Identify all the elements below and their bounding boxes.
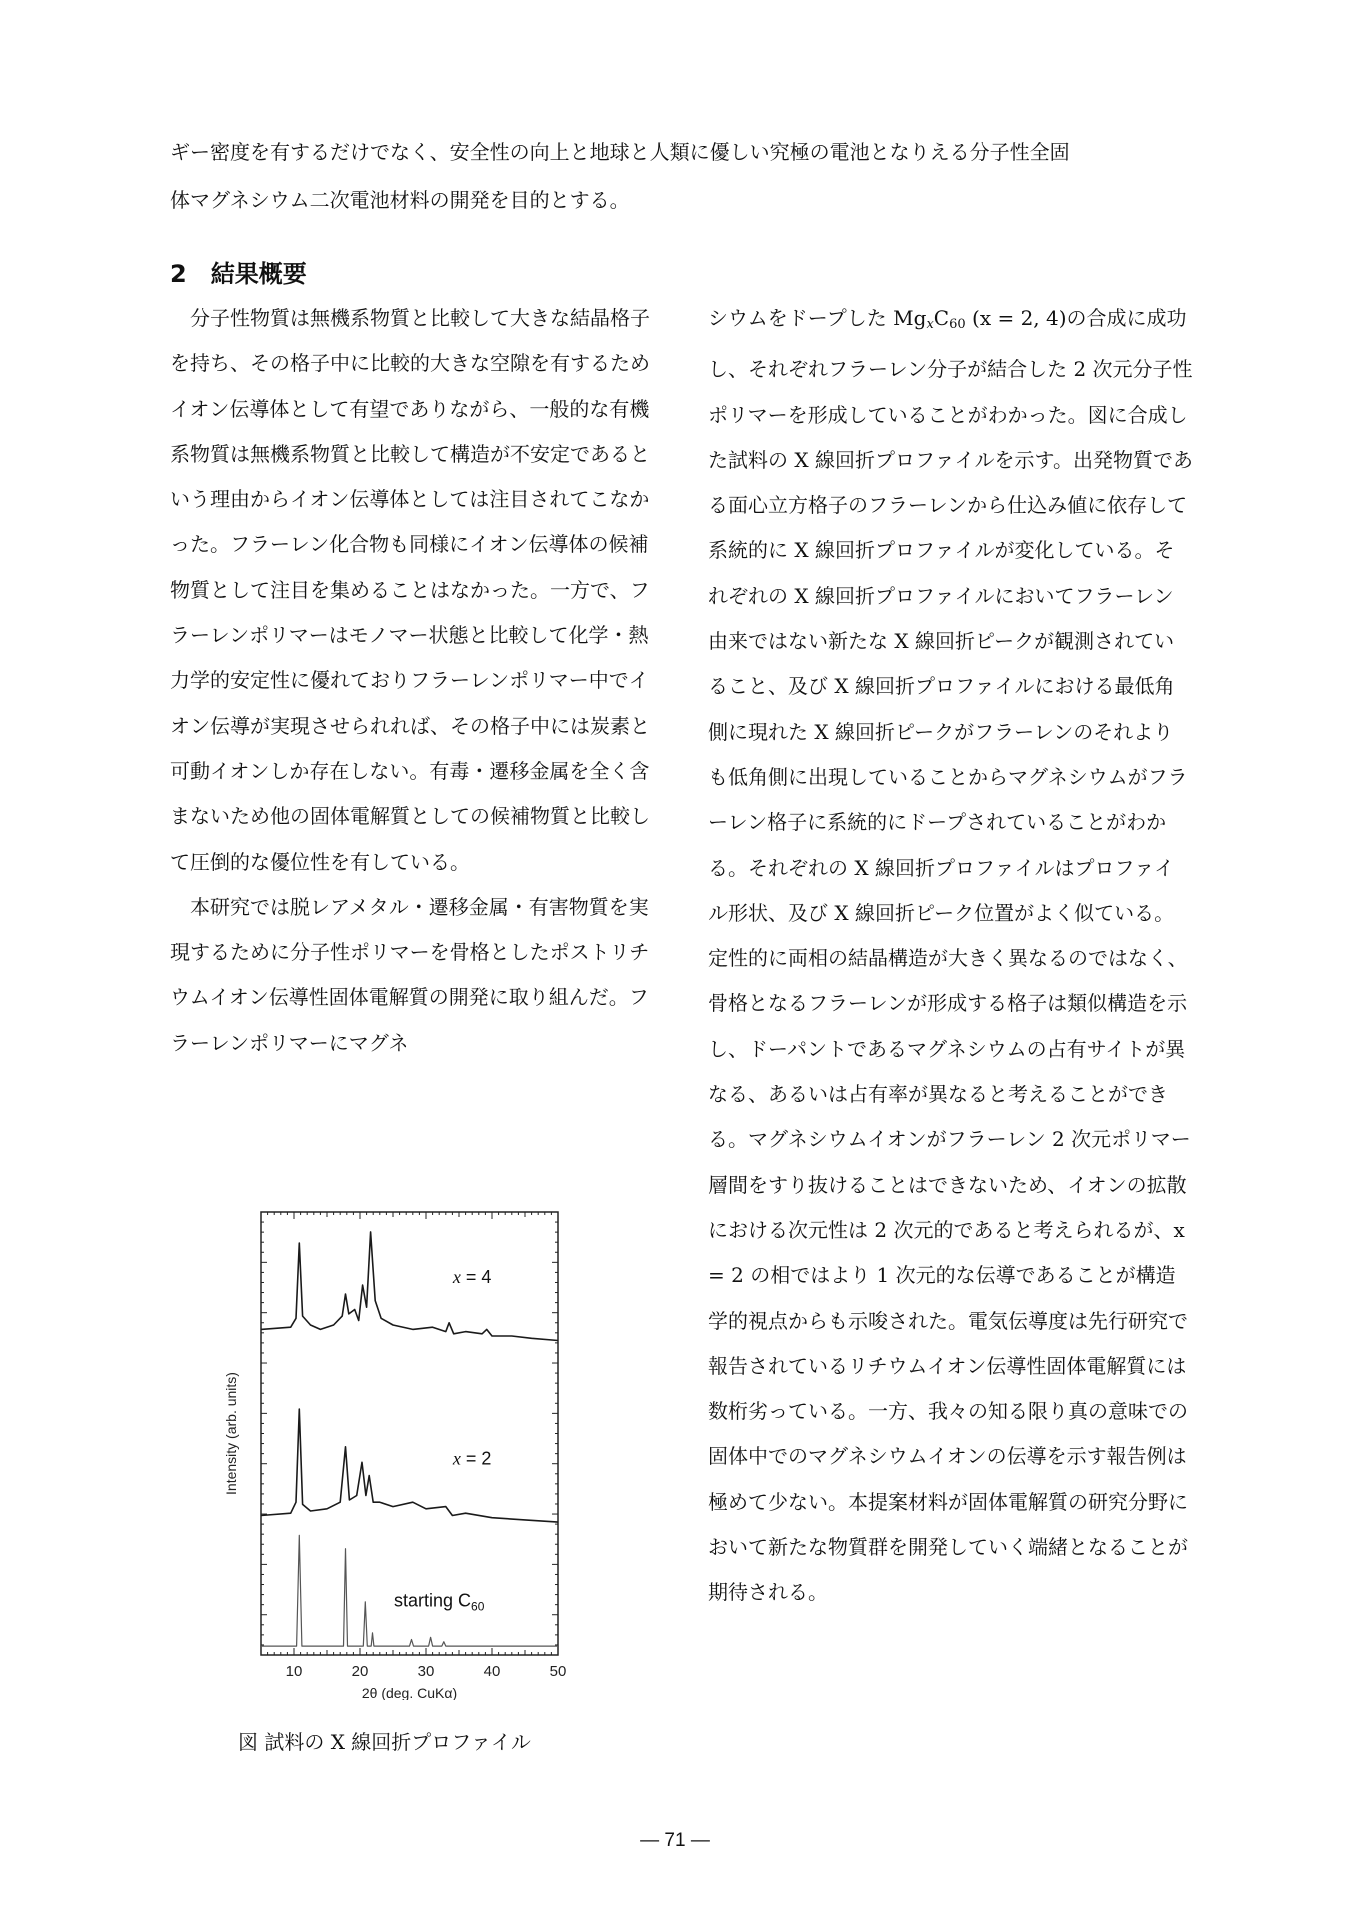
x-tick-label: 30 (417, 1663, 435, 1680)
right-column (708, 296, 1193, 1616)
text-after-formula: の合成に成功し、それぞれフラーレン分子が結合した 2 次元分子性ポリマーを形成していることがわかった。図に合成した試料の X 線回折プロファイルを示す。出発物質である面心立方格子のフラーレンから仕込み値に依存して系統的に X 線回折プロファイルが変化している。それぞれの X 線回折プロファイルにおいてフラーレン由来ではない新たな X 線回折ピークが観測されていること、及び X 線回折プロファイルにおける最低角側に現れた X 線回折ピークがフラーレンのそれよりも低角側に出現していることからマグネシウムがフラーレン格子に系統的にドープされていることがわかる。それぞれの X 線回折プロファイルはプロファイル形状、及び X 線回折ピーク位置がよく似ている。定性的に両相の結晶構造が大きく異なるのではなく、骨格となるフラーレンが形成する格子は類似構造を示し、ドーパントであるマグネシウムの占有サイトが異なる、あるいは占有率が異なると考えることができる。マグネシウムイオンがフラーレン 2 次元ポリマー層間をすり抜けることはできないため、イオンの拡散における次元性は 2 次元的であると考えられるが、x = 2 の相ではより 1 次元的な伝導であることが構造学的視点からも示唆された。電気伝導度は先行研究で報告されているリチウムイオン伝導性固体電解質には数桁劣っている。一方、我々の知る限り真の意味での固体中でのマグネシウムイオンの伝導を示す報告例は極めて少ない。本提案材料が固体電解質の研究分野において新たな物質群を開発していく端緒となることが期待される。 (708, 306, 1193, 1605)
x-tick-label: 40 (483, 1663, 501, 1680)
series-label-1: x = 2 (452, 1448, 492, 1469)
left-column (170, 296, 650, 1066)
xrd-figure (218, 1200, 578, 1700)
formula-c: C (933, 306, 950, 330)
section-title: 結果概要 (210, 260, 307, 288)
series-line-0 (261, 1232, 558, 1341)
series-label-0: x = 4 (452, 1266, 492, 1287)
x-tick-label: 50 (549, 1663, 567, 1680)
page-number: — 71 — (640, 1830, 710, 1851)
y-axis-label: Intensity (arb. units) (223, 1372, 239, 1495)
body-paragraph-2: 本研究では脱レアメタル・遷移金属・有害物質を実現するために分子性ポリマーを骨格としたポストリチウムイオン伝導性固体電解質の開発に取り組んだ。フラーレンポリマーにマグネ (170, 894, 650, 1055)
intro-paragraph (170, 128, 1200, 224)
series-line-1 (261, 1409, 558, 1522)
formula-mg: Mg (893, 306, 927, 330)
plot-frame (261, 1212, 558, 1655)
x-tick-label: 20 (351, 1663, 369, 1680)
x-axis-label: 2θ (deg. CuKα) (361, 1685, 458, 1700)
formula-60-subscript: 60 (949, 317, 966, 332)
xrd-chart (218, 1200, 578, 1700)
series-label-2: starting $C_{60}$ (394, 1590, 485, 1614)
chemical-formula (893, 306, 965, 330)
body-paragraph-3 (708, 296, 1193, 1616)
formula-x-subscript: x (926, 317, 934, 332)
text-before-formula: シウムをドープした (708, 306, 894, 330)
intro-line-1: ギー密度を有するだけでなく、安全性の向上と地球と人類に優しい究極の電池となりえる分子性全固 (170, 140, 1070, 164)
x-tick-label: 10 (285, 1663, 303, 1680)
body-paragraph-1: 分子性物質は無機系物質と比較して大きな結晶格子を持ち、その格子中に比較的大きな空隙を有するためイオン伝導体として有望でありながら、一般的な有機系物質は無機系物質と比較して構造が不安定であるという理由からイオン伝導体としては注目されてこなかった。フラーレン化合物も同様にイオン伝導体の候補物質として注目を集めることはなかった。一方で、フラーレンポリマーはモノマー状態と比較して化学・熱力学的安定性に優れておりフラーレンポリマー中でイオン伝導が実現させられれば、その格子中には炭素と可動イオンしか存在しない。有毒・遷移金属を全く含まないため他の固体電解質としての候補物質と比較して圧倒的な優位性を有している。 (170, 306, 650, 874)
formula-condition: (x = 2, 4) (965, 306, 1067, 330)
figure-caption: 図 試料の X 線回折プロファイル (238, 1730, 531, 1754)
section-number: 2 (170, 260, 187, 288)
section-heading (170, 254, 331, 289)
intro-line-2: 体マグネシウム二次電池材料の開発を目的とする。 (170, 188, 630, 212)
